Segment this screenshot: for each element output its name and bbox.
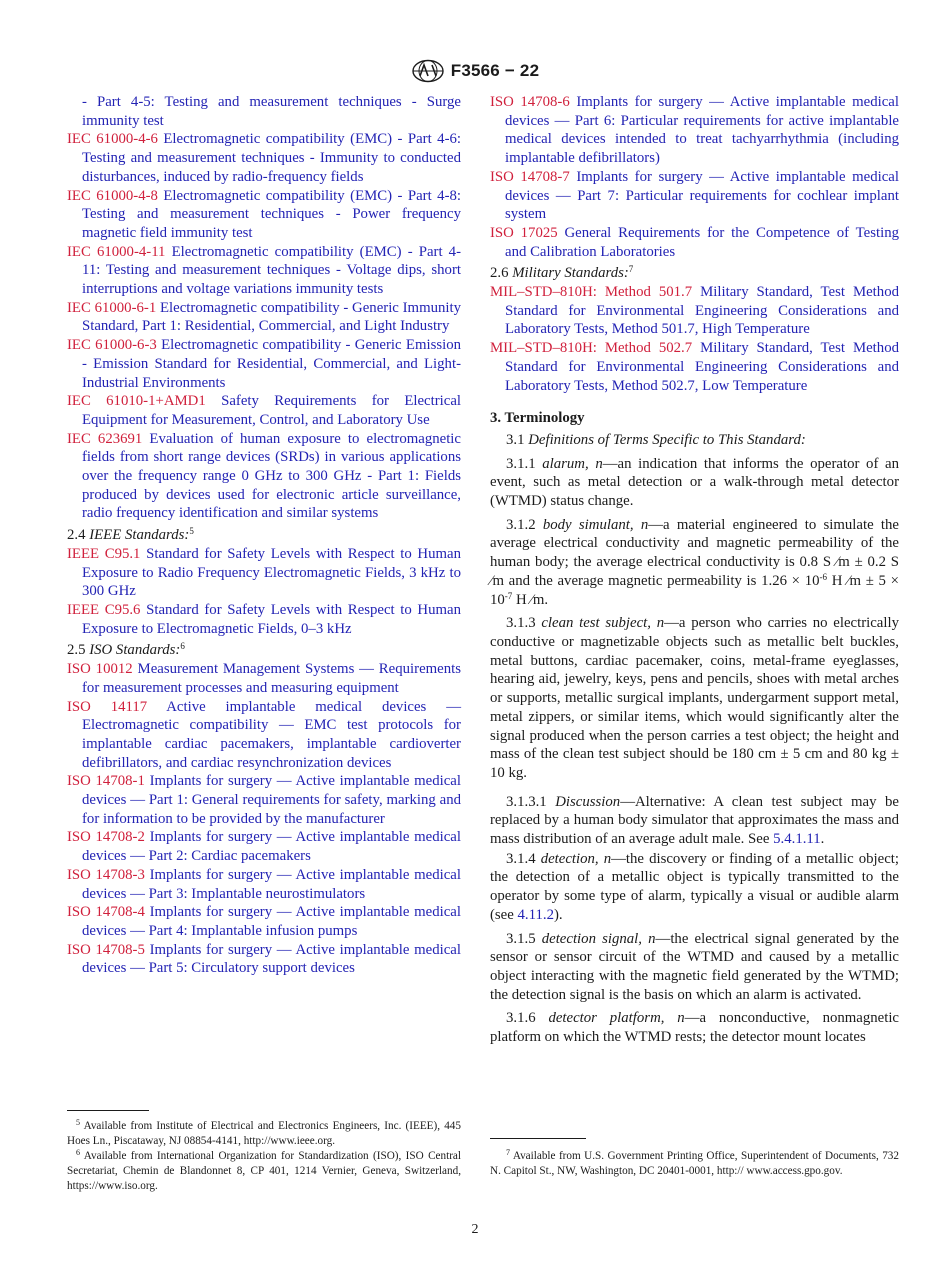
reference-code-link[interactable]: ISO 10012: [67, 661, 133, 678]
reference-code-link[interactable]: IEC 61000-6-3: [67, 337, 157, 354]
reference-title-link[interactable]: Standard for Safety Levels with Respect to Human Exposure to Electromagnetic Fields, 0–3 kHz: [82, 601, 461, 637]
reference-code-link[interactable]: ISO 14708-2: [67, 829, 145, 846]
reference-code-link[interactable]: ISO 14708-4: [67, 904, 145, 921]
definition-detector-platform: 3.1.6 detector platform, n—a nonconductive, nonmagnetic platform on which the WTMD rests; the detector mount locates: [490, 1010, 899, 1046]
left-column: [67, 93, 461, 978]
reference-entry: [67, 941, 461, 978]
reference-entry: [490, 339, 899, 395]
reference-entry: [67, 93, 461, 130]
reference-entry: [490, 93, 899, 168]
reference-title-link[interactable]: Implants for surgery — Active implantable medical devices — Part 2: Cardiac pacemakers: [82, 829, 461, 865]
reference-entry: [67, 392, 461, 429]
reference-entry: [67, 187, 461, 243]
terminology-heading: 3. Terminology: [490, 410, 585, 427]
definitions-subheading: 3.1 Definitions of Terms Specific to This Standard:: [506, 431, 806, 448]
reference-title-link[interactable]: Military Standard, Test Method Standard for Environmental Engineering Considerations and Laboratory Tests, Method 501.7, High Temperature: [505, 284, 899, 338]
reference-title-link[interactable]: Implants for surgery — Active implantable medical devices — Part 1: General requirements for safety, marking and for information to be provided by the manufacturer: [82, 773, 461, 827]
reference-title-link[interactable]: Implants for surgery — Active implantable medical devices — Part 4: Implantable infusion pumps: [82, 904, 461, 939]
reference-code-link[interactable]: ISO 14708-3: [67, 866, 145, 883]
page-header: [0, 58, 950, 84]
reference-entry: [67, 866, 461, 903]
reference-title-link[interactable]: - Part 4-5: Testing and measurement techniques - Surge immunity test: [82, 94, 461, 129]
iso-reference-list-continued: [490, 93, 899, 261]
reference-title-link[interactable]: Active implantable medical devices — Electromagnetic compatibility — EMC test protocols for implantable cardiac pacemakers, implantable cardioverter defibrillators, and cardiac resynchronization devices: [82, 698, 461, 771]
reference-entry: [490, 283, 899, 339]
reference-code-link[interactable]: IEEE C95.6: [67, 601, 141, 618]
reference-entry: [67, 828, 461, 865]
reference-code-link[interactable]: ISO 14117: [67, 698, 148, 715]
reference-entry: [67, 698, 461, 773]
reference-entry: [67, 601, 461, 638]
reference-entry: [67, 772, 461, 828]
footnote-rule-left: [67, 1110, 149, 1111]
reference-code-link[interactable]: IEC 61000-4-8: [67, 187, 158, 204]
reference-entry: [490, 224, 899, 261]
definition-alarm: 3.1.1 alarum, n—an indication that informs the operator of an event, such as metal detection or a walk-through metal detector (WTMD) status change.: [490, 455, 899, 510]
reference-title-link[interactable]: Implants for surgery — Active implantable medical devices — Part 5: Circulatory support devices: [82, 941, 461, 977]
ieee-section-heading: 2.4 IEEE Standards:$^5$: [67, 526, 194, 544]
reference-code-link[interactable]: MIL–STD–810H: Method 502.7: [490, 340, 693, 357]
reference-title-link[interactable]: General Requirements for the Competence of Testing and Calibration Laboratories: [505, 224, 899, 260]
definition-detection: 3.1.4 detection, n—the discovery or finding of a metallic object; the detection of a metallic object is typically transmitted to the operator by some type of alarm, typically a visual or audible alarm (see 4.11.2).: [490, 850, 899, 923]
reference-code-link[interactable]: MIL–STD–810H: Method 501.7: [490, 284, 693, 301]
astm-logo-icon: [411, 59, 445, 83]
reference-title-link[interactable]: Electromagnetic compatibility (EMC) - Part 4-6: Testing and measurement techniques - Immunity to conducted disturbances, induced by radio-frequency fields: [82, 131, 462, 185]
reference-title-link[interactable]: Implants for surgery — Active implantable medical devices — Part 7: Particular requirements for cochlear implant system: [505, 168, 899, 223]
military-section-heading: 2.6 Military Standards:$^7$: [490, 264, 634, 282]
footnote-7: $^7$ Available from U.S. Government Printing Office, Superintendent of Documents, 732 N. Capitol St., NW, Washington, DC 20401-0001, http:// www.access.gpo.gov.: [490, 1148, 899, 1177]
reference-title-link[interactable]: Evaluation of human exposure to electromagnetic fields from short range devices (SRDs) in various applications over the frequency range 0 GHz to 300 GHz - Part 1: Fields produced by devices used for electronic article surveillance, radio frequency identification and similar systems: [82, 430, 461, 522]
reference-entry: [490, 168, 899, 224]
reference-code-link[interactable]: IEC 61000-4-11: [67, 243, 166, 260]
reference-code-link[interactable]: ISO 14708-7: [490, 168, 570, 185]
definition-clean-test-subject: 3.1.3 clean test subject, n—a person who carries no electrically conductive or magnetizable objects such as metallic belt buckles, metal buttons, cardiac pacemaker, coins, metal-frame eyeglasses, hearing aid, jewelry, keys, pens and pencils, shoes with metal arches or supports, metallic surgical implants, undergarment support metal, metal zippers, or similar items, which would significantly alter the signal produced when the person carries a test object; the height and mass of the clean test subject should be 180 cm ± 5 cm and 80 kg ± 10 kg.: [490, 615, 899, 781]
reference-title-link[interactable]: Measurement Management Systems — Requirements for measurement processes and measuring equipment: [82, 661, 461, 696]
section-link-4-11-2[interactable]: 4.11.2: [517, 906, 554, 923]
reference-title-link[interactable]: Electromagnetic compatibility (EMC) - Part 4-8: Testing and measurement techniques - Power frequency magnetic field immunity test: [82, 187, 462, 241]
iso-section-heading: 2.5 ISO Standards:$^6$: [67, 641, 185, 659]
reference-entry: [67, 130, 461, 186]
definition-detection-signal: 3.1.5 detection signal, n—the electrical signal generated by the sensor or sensor circuit of the WTMD and caused by a metallic object interacting with the magnetic field generated by the WTMD; the detection signal is the basis on which an alarm is activated.: [490, 930, 899, 1003]
definition-body-simulant: 3.1.2 body simulant, n—a material engineered to simulate the average electrical conductivity and magnetic permeability of the human body; the average electrical conductivity is 0.8 S ⁄m ± 0.2 S ⁄m and the average magnetic permeability is $1.26 \times 10^{-6}$ H ⁄m ± $5 \times 10^{-7}$ H ⁄m.: [490, 516, 899, 608]
reference-code-link[interactable]: ISO 14708-6: [490, 94, 570, 110]
iso-reference-list: [67, 660, 461, 978]
iec-reference-list: [67, 93, 461, 523]
reference-entry: [67, 430, 461, 524]
reference-code-link[interactable]: ISO 17025: [490, 224, 558, 241]
footnote-5: $^5$ Available from Institute of Electrical and Electronics Engineers, Inc. (IEEE), 445 Hoes Ln., Piscataway, NJ 08854-4141, http://www.ieee.org.: [67, 1118, 461, 1147]
reference-entry: [67, 336, 461, 392]
reference-code-link[interactable]: IEC 61000-4-6: [67, 131, 158, 148]
military-reference-list: [490, 283, 899, 395]
discussion-clean-test-subject: 3.1.3.1 Discussion—Alternative: A clean test subject may be replaced by a human body simulator that approximates the mass and mass distribution of an average adult male. See 5.4.1.11.: [490, 793, 899, 848]
right-column: [490, 93, 899, 1052]
reference-code-link[interactable]: IEC 61000-6-1: [67, 299, 157, 316]
section-link-5-4-1-11[interactable]: 5.4.1.11: [773, 831, 821, 848]
reference-code-link[interactable]: IEEE C95.1: [67, 545, 141, 562]
reference-title-link[interactable]: Electromagnetic compatibility - Generic Emission - Emission Standard for Residential, Commercial, and Light-Industrial Environments: [82, 337, 461, 391]
footnote-rule-right: [490, 1138, 586, 1139]
reference-entry: [67, 299, 461, 336]
reference-entry: [67, 545, 461, 601]
reference-title-link[interactable]: Standard for Safety Levels with Respect to Human Exposure to Radio Frequency Electromagnetic Fields, 3 kHz to 300 GHz: [82, 545, 461, 600]
reference-title-link[interactable]: Electromagnetic compatibility - Generic Immunity Standard, Part 1: Residential, Commercial, and Light Industry: [82, 299, 461, 335]
document-id: F3566 − 22: [450, 61, 540, 80]
reference-title-link[interactable]: Implants for surgery — Active implantable medical devices — Part 3: Implantable neurostimulators: [82, 866, 461, 902]
reference-title-link[interactable]: Military Standard, Test Method Standard for Environmental Engineering Considerations and Laboratory Tests, Method 502.7, Low Temperature: [505, 340, 899, 394]
reference-title-link[interactable]: Electromagnetic compatibility (EMC) - Part 4-11: Testing and measurement techniques - Voltage dips, short interruptions and voltage variations immunity tests: [82, 243, 462, 298]
footnote-6: $^6$ Available from International Organization for Standardization (ISO), ISO Central Secretariat, Chemin de Blandonnet 8, CP 401, 1214 Vernier, Geneva, Switzerland, https://www.iso.org.: [67, 1148, 461, 1192]
ieee-reference-list: [67, 545, 461, 639]
reference-code-link[interactable]: ISO 14708-1: [67, 773, 145, 790]
reference-title-link[interactable]: Safety Requirements for Electrical Equipment for Measurement, Control, and Laboratory Use: [82, 393, 461, 428]
reference-entry: [67, 660, 461, 697]
reference-code-link[interactable]: IEC 623691: [67, 430, 143, 447]
reference-code-link[interactable]: IEC 61010-1+AMD1: [67, 393, 206, 410]
page-number: 2: [471, 1222, 479, 1237]
reference-entry: [67, 243, 461, 299]
reference-title-link[interactable]: Implants for surgery — Active implantable medical devices — Part 6: Particular requirements for active implantable medical devices intended to treat tachyarrhythmia (including implantable defibrillators): [505, 94, 899, 167]
reference-code-link[interactable]: ISO 14708-5: [67, 941, 145, 958]
reference-entry: [67, 903, 461, 940]
